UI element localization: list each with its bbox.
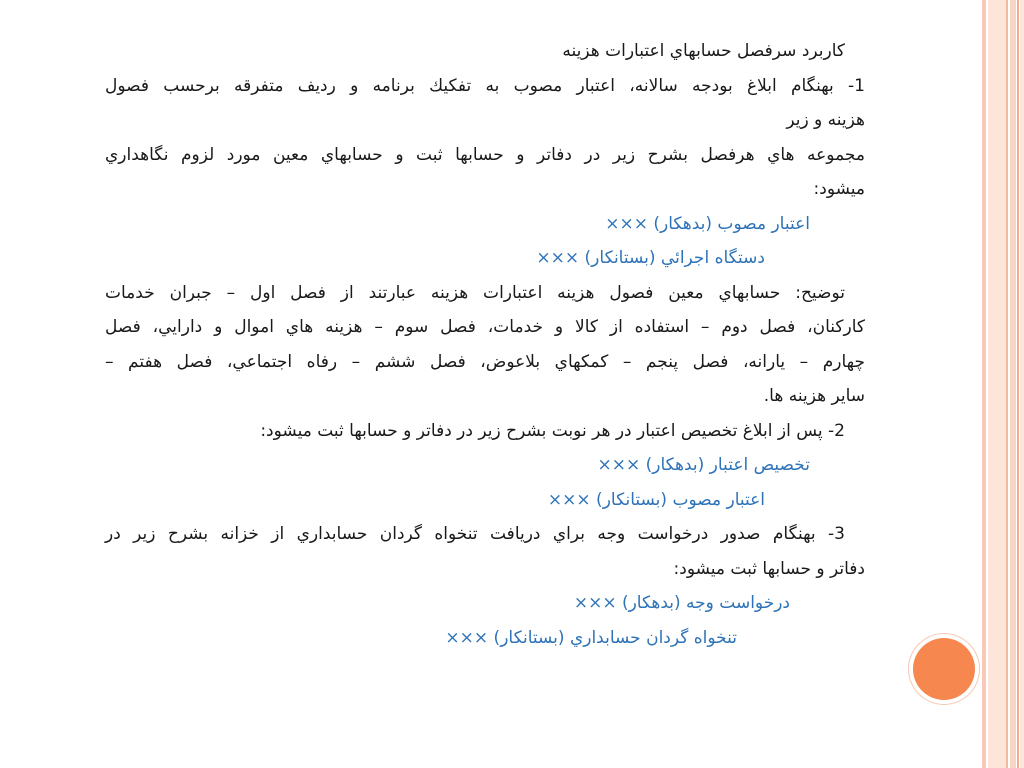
item1-debit-entry: اعتبار مصوب (بدهكار) ×××	[605, 213, 810, 234]
item3-line1: 3- بهنگام صدور درخواست وجه براي دريافت تنخواه گردان حسابداري از خزانه بشرح زير در	[105, 524, 845, 544]
slide-body	[105, 34, 865, 655]
item2-credit-entry: اعتبار مصوب (بستانكار) ×××	[547, 489, 765, 510]
item1-line2: هزينه و زير	[786, 110, 865, 130]
item3-line2: دفاتر و حسابها ثبت ميشود:	[673, 558, 865, 579]
note-line2: كاركنان، فصل دوم – استفاده از كالا و خدمات، فصل سوم – هزينه هاي اموال و دارايي، فصل	[105, 317, 865, 337]
note-line4: ساير هزينه ها.	[763, 386, 865, 406]
note-line1: توضيح: حسابهاي معين فصول هزينه اعتبارات هزينه عبارتند از فصل اول – جبران خدمات	[105, 282, 845, 303]
item1-line3: مجموعه هاي هرفصل بشرح زير در دفاتر و حسابها ثبت و حسابهاي معين مورد لزوم نگاهداري	[105, 144, 865, 165]
item2-debit-entry: تخصيص اعتبار (بدهكار) ×××	[597, 455, 810, 475]
side-stripe	[988, 0, 1006, 768]
side-stripe	[1010, 0, 1016, 768]
side-stripe	[1017, 0, 1019, 768]
item1-line4: ميشود:	[813, 179, 865, 199]
item1-line1: 1- بهنگام ابلاغ بودجه سالانه، اعتبار مصوب به تفكيك برنامه و رديف متفرقه برحسب فصول	[105, 75, 865, 96]
item1-credit-entry: دستگاه اجرائي (بستانكار) ×××	[536, 248, 765, 268]
decorative-circle	[913, 638, 975, 700]
slide-title: كاربرد سرفصل حسابهاي اعتبارات هزينه	[562, 41, 845, 61]
item3-credit-entry: تنخواه گردان حسابداري (بستانكار) ×××	[445, 627, 737, 648]
item3-debit-entry: درخواست وجه (بدهكار) ×××	[573, 593, 790, 613]
side-stripe	[1006, 0, 1008, 768]
side-stripe	[982, 0, 986, 768]
item2-line1: 2- پس از ابلاغ تخصيص اعتبار در هر نوبت بشرح زير در دفاتر و حسابها ثبت ميشود:	[260, 420, 845, 441]
note-line3: چهارم – يارانه، فصل پنجم – كمكهاي بلاعوض، فصل ششم – رفاه اجتماعي، فصل هفتم –	[105, 351, 865, 372]
side-stripe	[1020, 0, 1024, 768]
